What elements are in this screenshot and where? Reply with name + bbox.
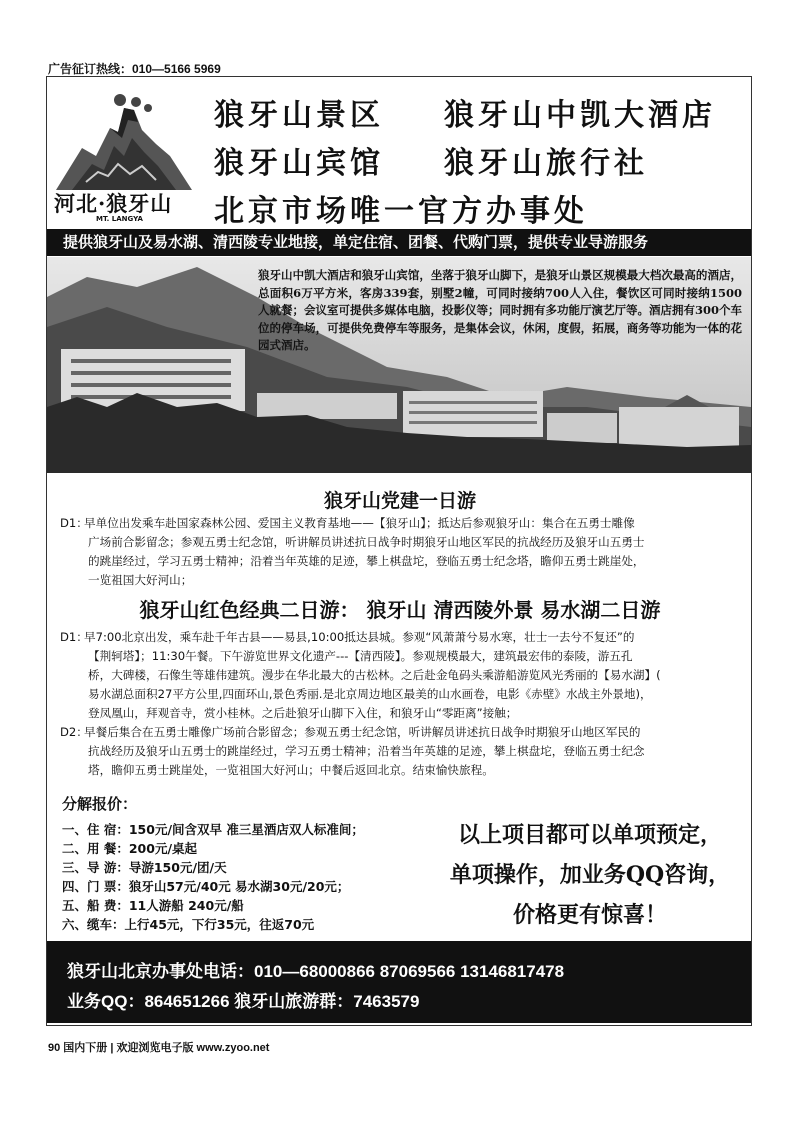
- tour2-d2-label: D2：: [60, 725, 88, 739]
- promo-line: 价格更有惊喜！: [512, 902, 667, 928]
- qq-contact: 业务QQ：864651266 狼牙山旅游群：7463579: [67, 992, 420, 1011]
- logo-name: 河北·狼牙山: [54, 191, 173, 216]
- tour2-d1-label: D1：: [60, 630, 88, 644]
- headline-scenic-area: 狼牙山景区: [214, 98, 384, 133]
- tour2-d1-line: 易水湖总面积27平方公里,四面环山,景色秀丽.是北京周边地区最美的山水画卷，电影《赤壁》水战主外景地)，: [88, 687, 652, 701]
- tour1-title: 狼牙山党建一日游: [323, 490, 476, 512]
- hotel-description: 狼牙山中凯大酒店和狼牙山宾馆，坐落于狼牙山脚下，是狼牙山景区规模最大档次最高的酒店，总面积6万平方米，客房339套，别墅2幢，可同时接纳700人入住，餐饮区可同时接纳1500人就餐；会议室可提供多媒体电脑，投影仪等；同时拥有多功能厅演艺厅等。酒店拥有300个车位的停车场，可提供免费停车等服务，是集体会议，休闲，度假，拓展，商务等功能为一体的花园式酒店。: [258, 268, 743, 352]
- pricing-row: 六、缆车：上行45元，下行35元，往返70元: [62, 917, 315, 932]
- office-phone: 狼牙山北京办事处电话：010—68000866 87069566 13146817478: [67, 962, 565, 981]
- pricing-row: 五、船 费：11人游船 240元/船: [62, 898, 244, 913]
- headline-hotel: 狼牙山中凯大酒店: [444, 98, 716, 133]
- tour2-d1-line: 桥，大碑楼，石像生等雄伟建筑。漫步在华北最大的古松林。之后赴金龟码头乘游船游览风光秀丽的【易水湖】(: [88, 668, 661, 682]
- pricing-row: 二、用 餐：200元/桌起: [62, 841, 198, 856]
- tour2-d1-line: 【荆轲塔】；11:30午餐。下午游览世界文化遗产---【清西陵】。参观规模最大，建筑最宏伟的泰陵，游五孔: [88, 649, 633, 663]
- pricing-title: 分解报价：: [62, 795, 138, 813]
- pricing-row: 三、导 游：导游150元/团/天: [62, 860, 227, 875]
- tour2-d2-line: 塔，瞻仰五勇士跳崖处，一览祖国大好河山；中餐后返回北京。结束愉快旅程。: [88, 763, 494, 777]
- tour2-d2-line: 抗战经历及狼牙山五勇士的跳崖经过，学习五勇士精神；沿着当年英雄的足迹，攀上棋盘坨，登临五勇士纪念: [88, 744, 645, 758]
- tour2-d1-line: 早7:00北京出发，乘车赴千年古县——易县,10:00抵达县城。参观“风萧萧兮易水寒，壮士一去兮不复还”的: [84, 630, 635, 644]
- tour1-d1-line: 一览祖国大好河山；: [88, 573, 193, 587]
- tour1-day1: [60, 514, 750, 590]
- headline-beijing-office: 北京市场唯一官方办事处: [214, 194, 588, 229]
- tour1-d1-line: 广场前合影留念；参观五勇士纪念馆，听讲解员讲述抗日战争时期狼牙山地区军民的抗战经历及狼牙山五勇士: [88, 535, 645, 549]
- headline-travel-agency: 狼牙山旅行社: [444, 146, 648, 181]
- pricing-row: 四、门 票：狼牙山57元/40元 易水湖30元/20元；: [62, 879, 350, 894]
- promo-line: 单项操作，加业务QQ咨询，: [449, 862, 731, 888]
- promo-line: 以上项目都可以单项预定，: [457, 822, 722, 848]
- service-banner: 提供狼牙山及易水湖、清西陵专业地接，单定住宿、团餐、代购门票，提供专业导游服务: [47, 229, 751, 256]
- headline-guesthouse: 狼牙山宾馆: [214, 146, 384, 181]
- tour1-d1-line: 的跳崖经过，学习五勇士精神；沿着当年英雄的足迹，攀上棋盘坨，登临五勇士纪念塔，瞻仰五勇士跳崖处，: [88, 554, 645, 568]
- tour1-d1-line: 早单位出发乘车赴国家森林公园、爱国主义教育基地——【狼牙山】；抵达后参观狼牙山：集合在五勇士雕像: [84, 516, 635, 530]
- ad-hotline: 广告征订热线：010—5166 5969: [48, 62, 221, 76]
- tour2-d2-line: 早餐后集合在五勇士雕像广场前合影留念；参观五勇士纪念馆，听讲解员讲述抗日战争时期狼牙山地区军民的: [84, 725, 641, 739]
- tour2-title: 狼牙山红色经典二日游： 狼牙山 清西陵外景 易水湖二日游: [139, 598, 661, 622]
- tour2-d1-line: 登凤凰山，拜观音寺，赏小桂林。之后赴狼牙山脚下入住，和狼牙山“零距离”接触；: [88, 706, 518, 720]
- logo-subtitle: MT. LANGYA: [96, 215, 143, 223]
- pricing-row: 一、住 宿：150元/间含双早 准三星酒店双人标准间；: [62, 822, 364, 837]
- tour1-d1-label: D1：: [60, 516, 88, 530]
- tour2-days: [60, 628, 750, 780]
- page-footer: 90 国内下册 | 欢迎浏览电子版 www.zyoo.net: [48, 1042, 270, 1054]
- contact-footer: [47, 941, 751, 1023]
